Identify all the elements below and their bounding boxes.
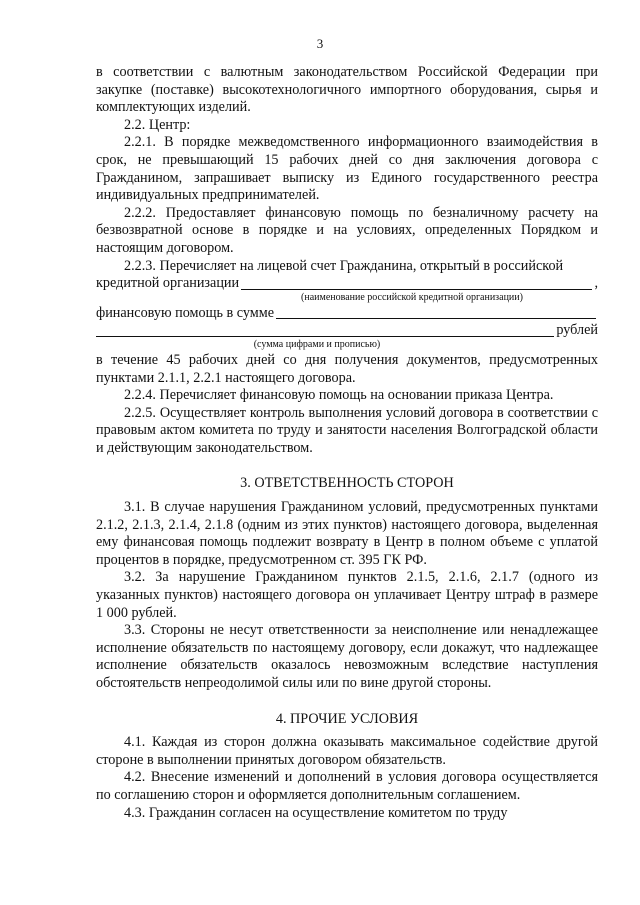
paragraph-3-1: 3.1. В случае нарушения Гражданином условий, предусмотренных пунктами 2.1.2, 2.1.3, 2.1.4, 2.1.8 (одним из этих пунктов) настоящего договора, выделенная ему финансовая помощь подлежит возврату в Центр в полном объеме с уплатой процентов в порядке, предусмотренном ст. 395 ГК РФ. <box>96 499 598 568</box>
page-number: 3 <box>316 36 324 51</box>
paragraph-2-2-3: 2.2.3. Перечисляет на лицевой счет Гражданина, открытый в российской <box>124 257 564 274</box>
rub-label: рублей <box>556 322 598 339</box>
sum-amount-field <box>96 322 598 340</box>
bank-blank-line <box>241 276 592 290</box>
paragraph-4-2: 4.2. Внесение изменений и дополнений в условия договора осуществляется по соглашению сторон и оформляется дополнительным соглашением. <box>96 769 598 803</box>
paragraph-2-2-5: 2.2.5. Осуществляет контроль выполнения условий договора в соответствии с правовым актом комитета по труду и занятости населения Волгоградской области и действующим законодательством. <box>96 404 598 456</box>
sum-blank-line-2 <box>96 323 554 337</box>
paragraph-3-3: 3.3. Стороны не несут ответственности за неисполнение или ненадлежащее исполнение обязательств по настоящему договору, если докажут, что надлежащее исполнение обязательств оказалось невозможным вследствие наступления обстоятельств непреодолимой силы или по вине другой стороны. <box>96 622 598 691</box>
bank-caption: (наименование российской кредитной организации) <box>301 291 523 303</box>
paragraph-4-3: 4.3. Гражданин согласен на осуществление комитетом по труду <box>124 804 508 821</box>
paragraph-3-2: 3.2. За нарушение Гражданином пунктов 2.1.5, 2.1.6, 2.1.7 (одного из указанных пунктов) настоящего договора он уплачивает Центру штраф в размере 1 000 рублей. <box>96 569 598 621</box>
paragraph-2-2-2: 2.2.2. Предоставляет финансовую помощь по безналичному расчету на безвозвратной основе в порядке и на условиях, определенных Порядком и настоящим договором. <box>96 204 598 256</box>
document-body <box>96 64 598 822</box>
paragraph-continuation: в соответствии с валютным законодательством Российской Федерации при закупке (поставке) высокотехнологичного импортного оборудования, сырья и комплектующих изделий. <box>96 64 598 116</box>
section-heading-4: 4. ПРОЧИЕ УСЛОВИЯ <box>275 710 419 727</box>
paragraph-2-2: 2.2. Центр: <box>124 116 191 133</box>
paragraph-within: в течение 45 рабочих дней со дня получения документов, предусмотренных пунктами 2.1.1, 2.2.1 настоящего договора. <box>96 351 598 386</box>
bank-field-label: кредитной организации <box>96 275 240 292</box>
paragraph-2-2-1: 2.2.1. В порядке межведомственного информационного взаимодействия в срок, не превышающий 15 рабочих дней со дня заключения договора с Гражданином, запрашивает выписку из Единого государственного реестра индивидуальных предпринимателей. <box>96 134 598 204</box>
sum-caption: (сумма цифрами и прописью) <box>253 338 381 350</box>
sum-field-label: финансовую помощь в сумме <box>96 304 275 321</box>
bank-name-field <box>96 275 598 293</box>
paragraph-2-2-4: 2.2.4. Перечисляет финансовую помощь на основании приказа Центра. <box>124 387 554 404</box>
sum-label-field <box>96 305 598 323</box>
sum-blank-line-1 <box>276 305 596 319</box>
bank-field-end: , <box>594 275 598 292</box>
paragraph-4-1: 4.1. Каждая из сторон должна оказывать максимальное содействие другой стороне в выполнении принятых договором обязательств. <box>96 734 598 768</box>
section-heading-3: 3. ОТВЕТСТВЕННОСТЬ СТОРОН <box>240 475 454 492</box>
